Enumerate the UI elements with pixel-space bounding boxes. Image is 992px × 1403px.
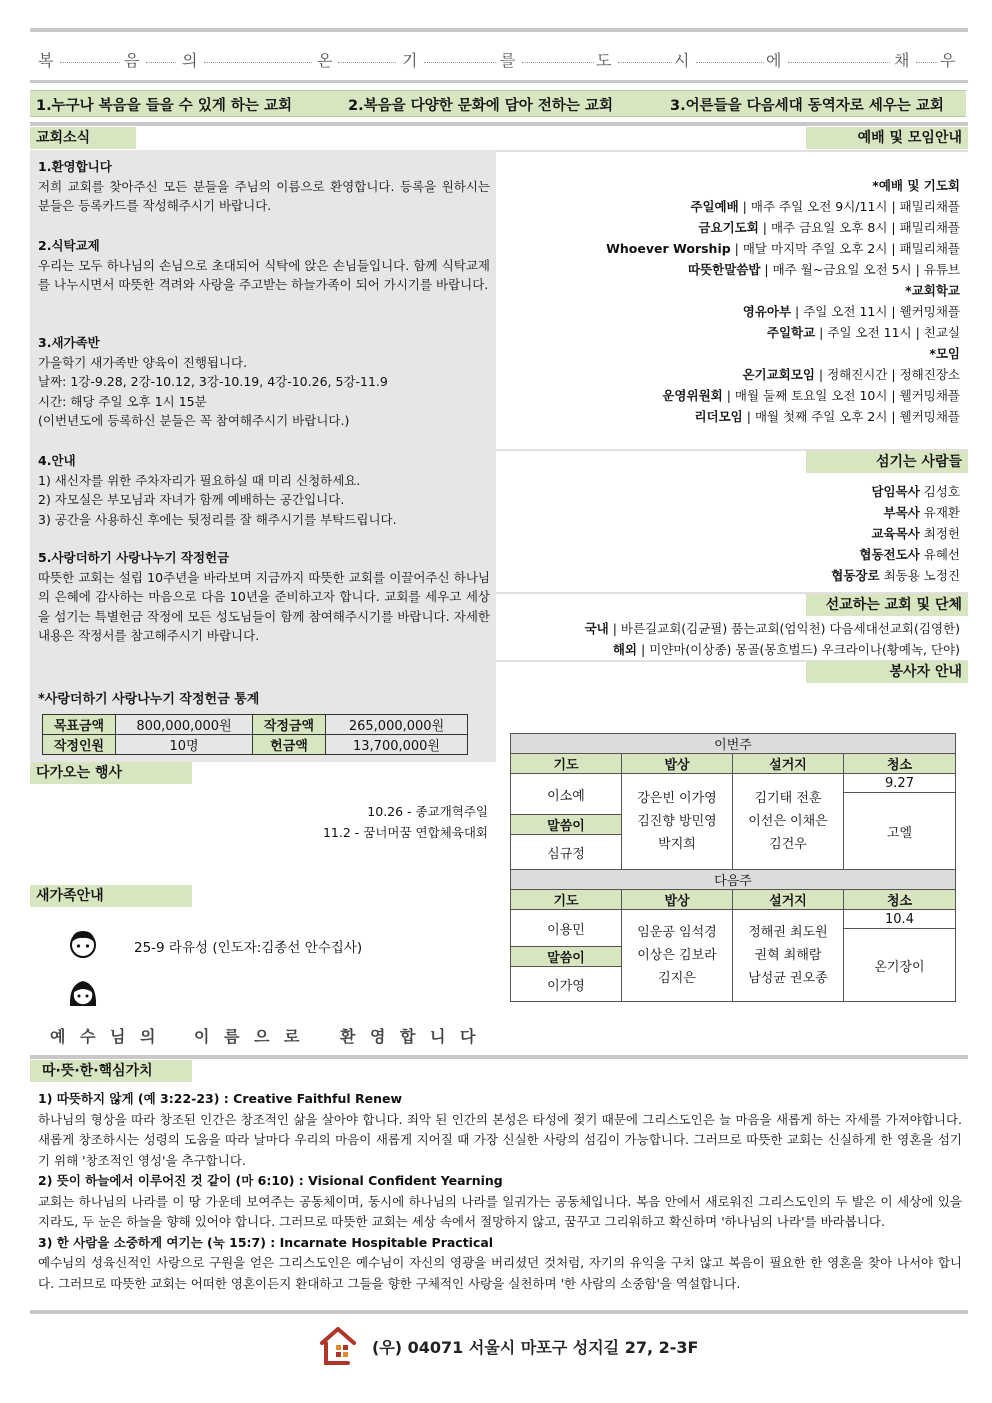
core-heading: 1) 따뜻하지 않게 (예 3:22-23) : Creative Faithful Renew [38,1091,403,1106]
news-heading: 4.안내 [38,453,76,468]
duty-prayer: 이소예 [511,774,622,815]
duty-header: 청소 [844,890,956,910]
worship-item: 주일예배 | 매주 주일 오전 9시/11시 | 패밀리채플 [690,199,960,214]
stat-label: 작정금액 [253,715,326,735]
core-heading: 2) 뜻이 하늘에서 이루어진 것 같이 (마 6:10) : Visional Confident Yearning [38,1173,503,1188]
core-title: 따·뜻·한·핵심가치 [30,1060,192,1082]
motto-char: 우 [940,51,956,70]
news-5 [38,548,490,646]
top-rule-2 [30,80,968,83]
servants-title: 섬기는 사람들 [806,451,968,473]
stat-value: 10명 [116,735,253,755]
duty-word: 이가영 [511,967,622,1002]
duty-header: 말씀이 [511,947,622,967]
stat-value: 265,000,000원 [326,715,468,735]
top-rule [30,28,968,32]
motto-char: 의 [182,51,198,70]
mission-list [585,618,960,660]
news-text: 가을학기 새가족반 양육이 진행됩니다. [38,354,248,370]
stat-value: 800,000,000원 [116,715,253,735]
news-text: 따뜻한 교회는 설립 10주년을 바라보며 지금까지 따뜻한 교회를 이끌어주신 하나님의 은혜에 감사하는 마음으로 다음 10년을 준비하고자 합니다. 교회를 세우고 세상을 섬기는 특별헌금 작정에 모든 성도님들이 함께 참여해주시기를 바랍니다. 자세한 내용은 작정서를 참고해주시기 바랍니다. [38,569,490,643]
stat-value: 13,700,000원 [326,735,468,755]
news-4 [38,451,490,529]
duty-header: 설거지 [733,754,844,774]
welcome-line: 예 수 님 의 이 름 으 로 환 영 합 니 다 [50,1027,476,1046]
vision-3: 3.어른들을 다음세대 동역자로 세우는 교회 [670,98,944,114]
church-address: (우) 04071 서울시 마포구 성지길 27, 2-3F [372,1338,699,1357]
mission-title: 선교하는 교회 및 단체 [806,594,968,616]
worship-heading: *예배 및 기도회 [872,178,960,193]
news-heading: 1.환영합니다 [38,159,112,174]
news-heading: 5.사랑더하기 사랑나누기 작정헌금 [38,550,230,565]
news-text: 날짜: 1강-9.28, 2강-10.12, 3강-10.19, 4강-10.26, 5강-11.9 [38,374,388,389]
news-text: 1) 새신자를 위한 주차자리가 필요하실 때 미리 신청하세요. [38,472,361,488]
motto-char: 채 [894,51,910,70]
duty-date: 9.27 [844,774,956,793]
duty-table-crew: 임운공 임석경 이상은 김보라 김지은 [622,910,733,1002]
news-text: 저희 교회를 찾아주신 모든 분들을 주님의 이름으로 환영합니다. 등록을 원하시는 분들은 등록카드를 작성해주시기 바랍니다. [38,178,490,213]
servant-item: 부목사 유재환 [883,505,960,520]
motto-char: 음 [124,51,140,70]
news-text: 3) 공간을 사용하신 후에는 뒷정리를 잘 해주시기를 부탁드립니다. [38,511,397,527]
duty-week-label: 이번주 [511,734,956,754]
stat-label: 목표금액 [43,715,116,735]
newfamily-title: 새가족안내 [30,885,192,907]
events-title: 다가오는 행사 [30,762,192,784]
worship-item: 영유아부 | 주일 오전 11시 | 웰커밍채플 [742,304,960,319]
motto-char: 시 [674,51,690,70]
worship-heading: *교회학교 [905,283,960,298]
duty-header: 설거지 [733,890,844,910]
duty-dish-crew: 정해권 최도원 권혁 최해람 남성균 권오종 [733,910,844,1002]
duty-header: 기도 [511,754,622,774]
footer-rule [30,1310,968,1314]
pledge-stats-table [42,714,468,755]
motto-char: 에 [766,51,782,70]
mission-item: 국내 | 바른길교회(김균필) 품는교회(엄익천) 다음세대선교회(김영한) [584,621,960,636]
worship-item: Whoever Worship | 매달 마지막 주일 오후 2시 | 패밀리채플 [606,241,960,256]
worship-top-rule [496,150,968,152]
news-text: 우리는 모두 하나님의 손님으로 초대되어 식탁에 앉은 손님들입니다. 함께 식탁교제를 나누시면서 따뜻한 격려와 사랑을 주고받는 하늘가족이 되어 가시기를 바랍니다. [38,257,490,292]
duty-table-crew: 강은빈 이가영 김진향 방민영 박지희 [622,774,733,870]
news-text: 시간: 해당 주일 오후 1시 15분 [38,393,207,409]
worship-list [606,175,960,427]
stat-label: 작정인원 [43,735,116,755]
duty-prayer: 이용민 [511,910,622,947]
events-list [323,801,488,843]
girl-icon [66,976,100,1012]
news-3 [38,333,490,431]
vision-1: 1.누구나 복음을 들을 수 있게 하는 교회 [36,98,292,114]
core-text: 예수님의 성육신적인 사랑으로 구원을 얻은 그리스도인은 예수님이 자신의 영광을 버리셨던 것처럼, 자기의 유익을 구치 않고 복음이 필요한 한 영혼을 찾아 나서야 합니다. 그러므로 따뜻한 교회는 어떠한 영혼이든지 환대하고 그들을 향한 구체적인 사랑을 실천하며 '한 사람의 소중함'을 역설합니다. [38,1255,962,1291]
duty-date: 10.4 [844,910,956,929]
worship-item: 온기교회모임 | 정해진시간 | 정해진장소 [742,367,960,382]
worship-heading: *모임 [929,346,960,361]
news-text: (이번년도에 등록하신 분들은 꼭 참여해주시기 바랍니다.) [38,413,350,428]
worship-item: 따뜻한말씀밥 | 매주 월~금요일 오전 5시 | 유튜브 [687,262,960,277]
core-text: 하나님의 형상을 따라 창조된 인간은 창조적인 삶을 살아야 합니다. 죄악 된 인간의 본성은 타성에 젖기 때문에 그리스도인은 늘 마음을 새롭게 하는 자세를 가져야합니다. 새롭게 창조하시는 성령의 도움을 따라 날마다 우리의 마음이 새롭게 지어질 때 가장 신실한 사랑의 섬김이 가능합니다. 그러므로 따뜻한 교회는 신실하게 한 영혼을 섬기기 위해 '창조적인 영성'을 추구합니다. [38,1111,962,1168]
worship-item: 주일학교 | 주일 오전 11시 | 친교실 [766,325,960,340]
core-rule [30,1055,968,1059]
stats-title: *사랑더하기 사랑나누기 작정헌금 통계 [38,692,260,707]
servant-item: 협동장로 최동용 노정진 [831,568,960,583]
motto-char: 복 [38,51,54,70]
motto-char: 를 [500,51,516,70]
section-rule [30,122,968,126]
duty-dish-crew: 김기태 전훈 이선은 이채은 김건우 [733,774,844,870]
event-item: 10.26 - 종교개혁주일 [367,804,488,819]
duty-header: 밥상 [622,754,733,774]
news-heading: 2.식탁교제 [38,238,100,253]
news-2 [38,236,490,295]
vision-bar [30,90,966,117]
core-heading: 3) 한 사람을 소중하게 여기는 (눅 15:7) : Incarnate Hospitable Practical [38,1234,494,1250]
mission-item: 해외 | 미얀마(이상종) 몽골(몽흐벌드) 우크라이나(황예녹, 단야) [612,642,960,657]
worship-item: 리더모임 | 매월 첫째 주일 오후 2시 | 웰커밍채플 [694,409,960,424]
stat-label: 헌금액 [253,735,326,755]
news-heading: 3.새가족반 [38,335,100,350]
motto-char: 도 [596,51,612,70]
duty-clean: 고엘 [844,793,956,870]
volunteer-title: 봉사자 안내 [806,661,968,683]
duty-clean: 온기장이 [844,929,956,1002]
core-values [38,1089,962,1294]
worship-item: 금요기도회 | 매주 금요일 오후 8시 | 패밀리채플 [698,220,960,235]
core-text: 교회는 하나님의 나라를 이 땅 가운데 보여주는 공동체이며, 동시에 하나님의 나라를 일궈가는 공동체입니다. 복음 안에서 새로워진 그리스도인의 두 발은 이 세상에 있을 지라도, 두 눈은 하늘을 향해 있어야 합니다. 그러므로 따뜻한 교회는 세상 속에서 절망하지 않고, 꿈꾸고 그리워하고 확신하며 '하나님의 나라'를 바라봅니다. [38,1193,962,1229]
newfamily-entry: 25-9 라유성 (인도자:김종선 안수집사) [134,940,363,956]
church-logo-icon [318,1323,358,1367]
duty-word: 심규정 [511,835,622,870]
duty-header: 밥상 [622,890,733,910]
servants-list [831,481,960,586]
duty-header: 청소 [844,754,956,774]
boy-icon [66,927,100,961]
motto-char: 기 [402,51,418,70]
worship-item: 운영위원회 | 매월 둘째 토요일 오전 10시 | 웰커밍채플 [662,388,960,403]
duty-week-label: 다음주 [511,870,956,890]
duty-header: 말씀이 [511,815,622,835]
news-text: 2) 자모실은 부모님과 자녀가 함께 예배하는 공간입니다. [38,492,345,507]
church-motto [34,48,962,72]
servant-item: 교육목사 최정헌 [871,526,960,541]
motto-char: 온 [317,51,333,70]
duty-header: 기도 [511,890,622,910]
servant-item: 협동전도사 유혜선 [859,547,960,562]
worship-title: 예배 및 모임안내 [806,127,968,149]
event-item: 11.2 - 꿈너머꿈 연합체육대회 [322,825,488,840]
news-title: 교회소식 [30,127,136,149]
servant-item: 담임목사 김성호 [871,484,960,499]
news-1 [38,157,490,216]
duty-table-this-week [510,733,956,1002]
vision-2: 2.복음을 다양한 문화에 담아 전하는 교회 [348,98,613,114]
